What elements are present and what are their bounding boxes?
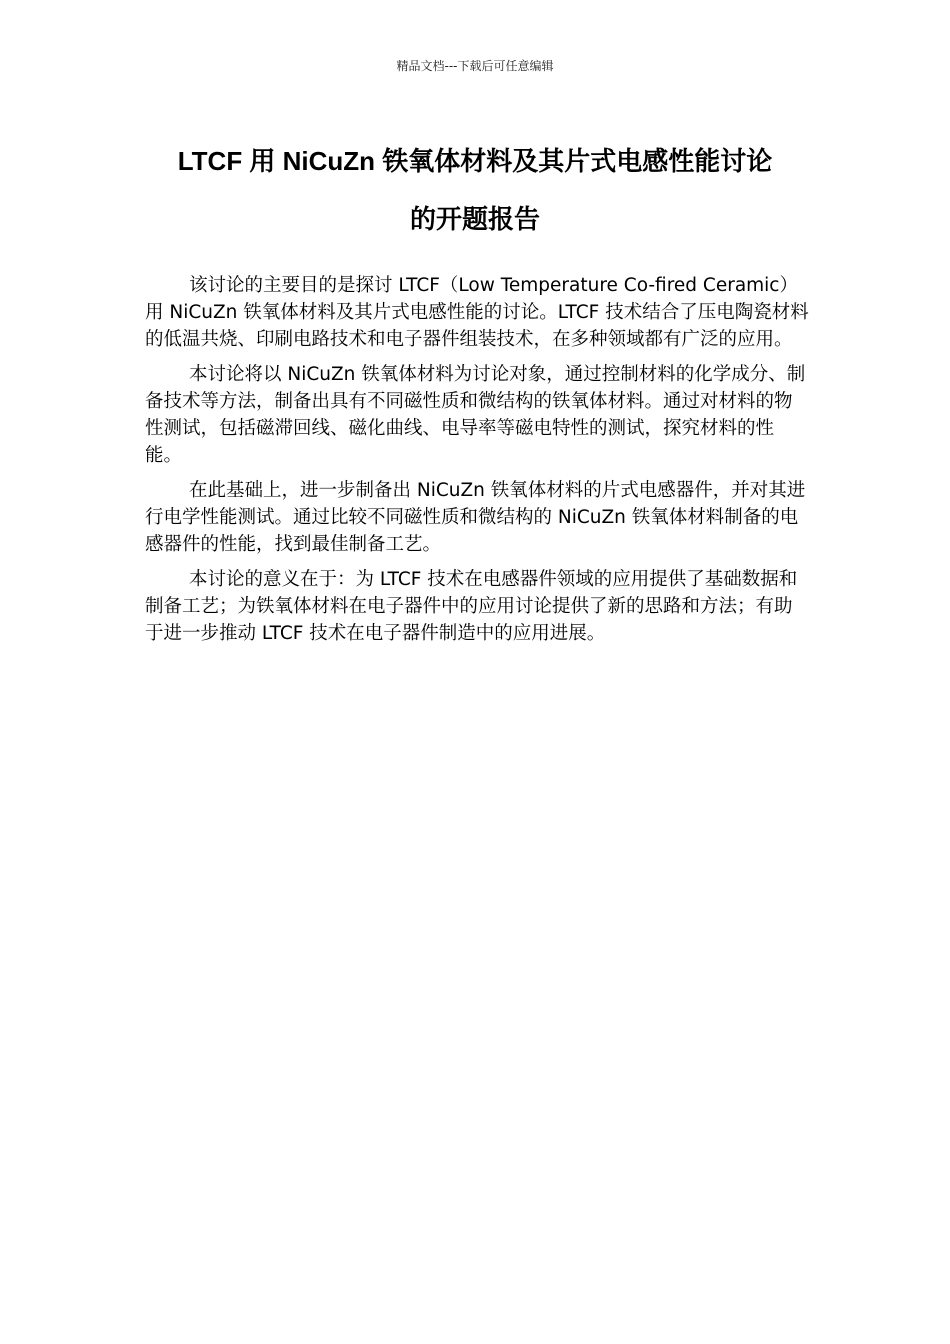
document-body xyxy=(145,272,810,655)
paragraph-method: 本讨论将以 NiCuZn 铁氧体材料为讨论对象，通过控制材料的化学成分、制备技术等方法，制备出具有不同磁性质和微结构的铁氧体材料。通过对材料的物性测试，包括磁滞回线、磁化曲线、电导率等磁电特性的测试，探究材料的性能。 xyxy=(145,364,806,466)
paragraph-significance: 本讨论的意义在于：为 LTCF 技术在电感器件领域的应用提供了基础数据和制备工艺；为铁氧体材料在电子器件中的应用讨论提供了新的思路和方法；有助于进一步推动 LTCF 技术在电子器件制造中的应用进展。 xyxy=(145,569,798,644)
paragraph-purpose: 该讨论的主要目的是探讨 LTCF（Low Temperature Co-fired Ceramic）用 NiCuZn 铁氧体材料及其片式电感性能的讨论。LTCF 技术结合了压电陶瓷材料的低温共烧、印刷电路技术和电子器件组装技术，在多种领域都有广泛的应用。 xyxy=(145,275,809,350)
header-note: 精品文档---下载后可任意编辑 xyxy=(396,59,554,73)
title-line-2: 的开题报告 xyxy=(409,204,540,234)
title-line-1: LTCF 用 NiCuZn 铁氧体材料及其片式电感性能讨论 xyxy=(177,146,773,176)
document-title xyxy=(120,132,830,248)
paragraph-device: 在此基础上，进一步制备出 NiCuZn 铁氧体材料的片式电感器件，并对其进行电学性能测试。通过比较不同磁性质和微结构的 NiCuZn 铁氧体材料制备的电感器件的性能，找到最佳制备工艺。 xyxy=(145,480,806,555)
